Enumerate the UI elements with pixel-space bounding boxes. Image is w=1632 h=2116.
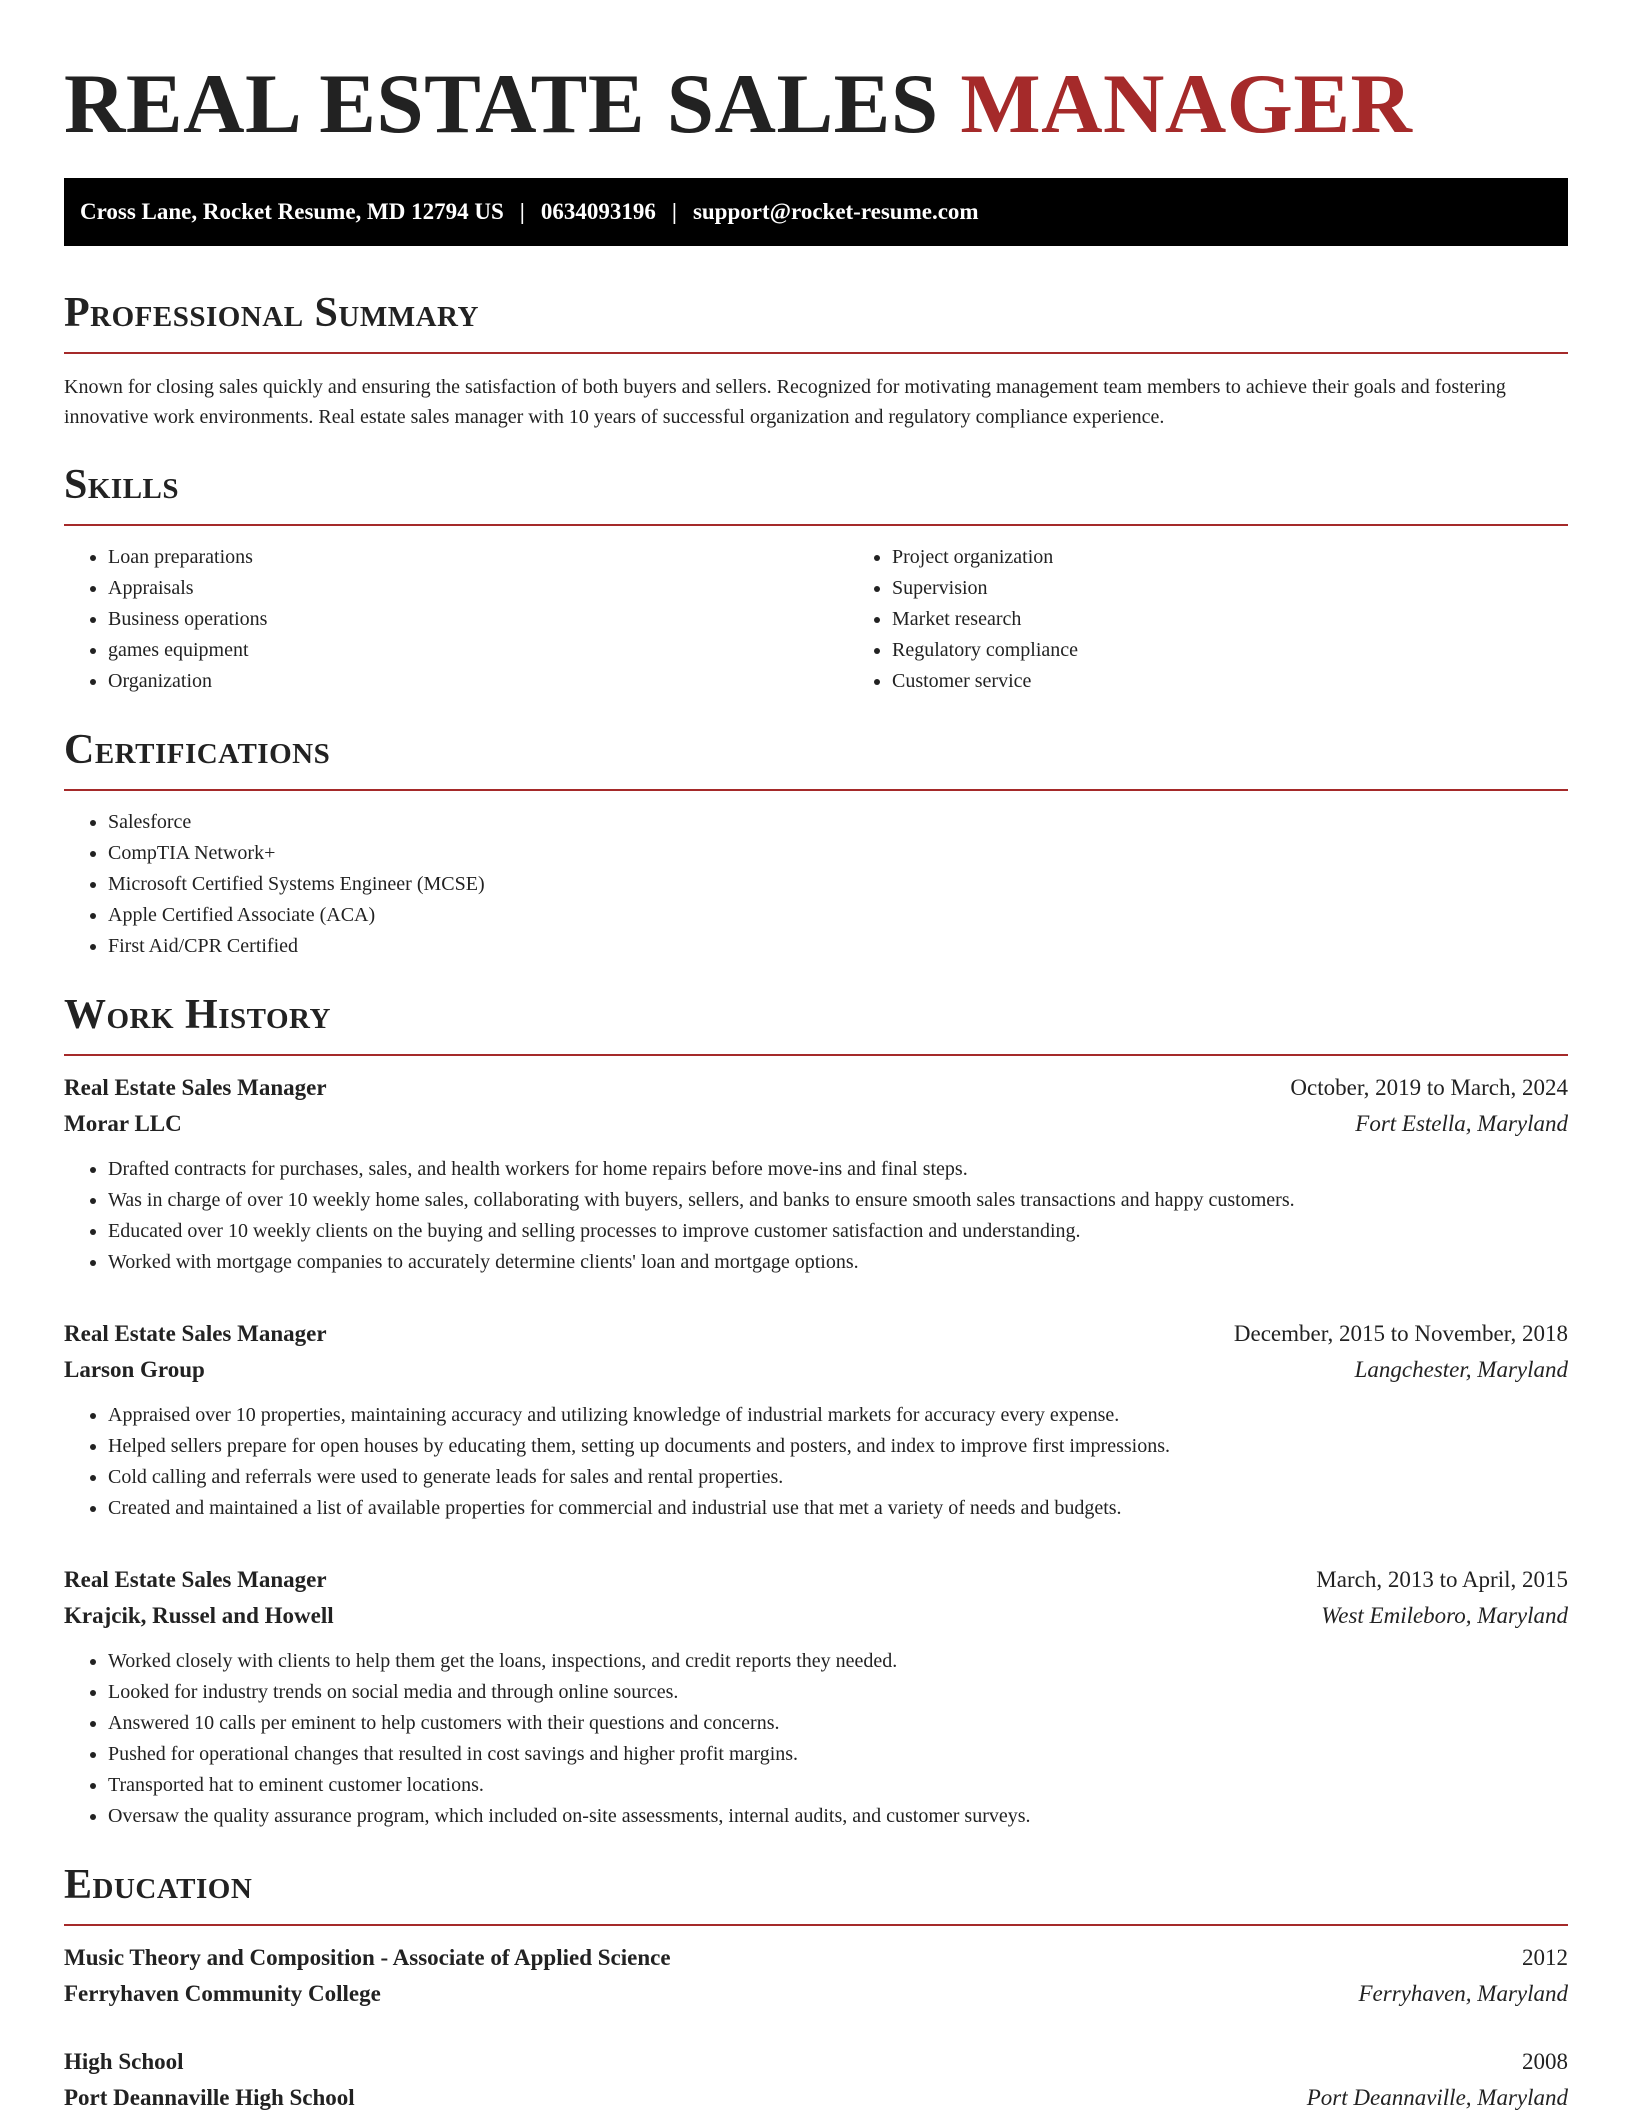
education-year: 2008 bbox=[1522, 2049, 1568, 2074]
work-history-heading: Work History bbox=[64, 990, 1568, 1056]
skill-item: • Appraisals bbox=[108, 573, 848, 604]
skills-list-left bbox=[64, 542, 848, 697]
skill-item: • Supervision bbox=[892, 573, 1632, 604]
education-header-row bbox=[64, 2044, 1568, 2080]
job-company: Krajcik, Russel and Howell bbox=[64, 1603, 334, 1628]
job-bullet: • Worked closely with clients to help them get the loans, inspections, and credit reports they needed. bbox=[108, 1646, 1568, 1677]
job-dates: October, 2019 to March, 2024 bbox=[1290, 1075, 1568, 1100]
job-header-row bbox=[64, 1562, 1568, 1598]
education-school-row bbox=[64, 1976, 1568, 2012]
job-bullet: • Oversaw the quality assurance program, which included on-site assessments, internal audits, and customer surveys. bbox=[108, 1801, 1568, 1832]
skills-section bbox=[64, 460, 1568, 697]
contact-bar bbox=[64, 178, 1568, 246]
job-bullet: • Created and maintained a list of available properties for commercial and industrial use that met a variety of needs and budgets. bbox=[108, 1493, 1568, 1524]
title-main: REAL ESTATE SALES bbox=[64, 57, 961, 151]
education-entry bbox=[64, 1940, 1568, 2012]
education-year: 2012 bbox=[1522, 1945, 1568, 1970]
job-bullet: • Pushed for operational changes that resulted in cost savings and higher profit margins. bbox=[108, 1739, 1568, 1770]
job-company: Larson Group bbox=[64, 1357, 205, 1382]
summary-section bbox=[64, 288, 1568, 432]
job-dates: March, 2013 to April, 2015 bbox=[1316, 1567, 1568, 1592]
job-bullet: • Helped sellers prepare for open houses by educating them, setting up documents and posters, and index to improve first impressions. bbox=[108, 1431, 1568, 1462]
education-entry bbox=[64, 2044, 1568, 2116]
education-degree: High School bbox=[64, 2049, 184, 2074]
education-school: Port Deannaville High School bbox=[64, 2085, 355, 2110]
job-bullet: • Transported hat to eminent customer locations. bbox=[108, 1770, 1568, 1801]
certification-item: • Salesforce bbox=[108, 807, 1568, 838]
skill-item: • Customer service bbox=[892, 666, 1632, 697]
skills-list-right bbox=[848, 542, 1632, 697]
job-location: Fort Estella, Maryland bbox=[1355, 1111, 1568, 1136]
skills-heading: Skills bbox=[64, 460, 1568, 526]
job-bullet: • Looked for industry trends on social media and through online sources. bbox=[108, 1677, 1568, 1708]
job-bullet: • Appraised over 10 properties, maintaining accuracy and utilizing knowledge of industrial markets for accuracy every expense. bbox=[108, 1400, 1568, 1431]
education-location: Ferryhaven, Maryland bbox=[1358, 1981, 1568, 2006]
job-bullet: • Educated over 10 weekly clients on the buying and selling processes to improve customer satisfaction and understanding. bbox=[108, 1216, 1568, 1247]
education-school: Ferryhaven Community College bbox=[64, 1981, 381, 2006]
job-company-row bbox=[64, 1598, 1568, 1634]
job-bullet: • Cold calling and referrals were used to generate leads for sales and rental properties. bbox=[108, 1462, 1568, 1493]
work-history-section bbox=[64, 990, 1568, 1832]
job-location: West Emileboro, Maryland bbox=[1321, 1603, 1568, 1628]
summary-heading: Professional Summary bbox=[64, 288, 1568, 354]
job-bullets bbox=[64, 1400, 1568, 1524]
certification-item: • CompTIA Network+ bbox=[108, 838, 1568, 869]
job-company: Morar LLC bbox=[64, 1111, 182, 1136]
job-title: Real Estate Sales Manager bbox=[64, 1567, 327, 1592]
job-title: Real Estate Sales Manager bbox=[64, 1075, 327, 1100]
job-entry bbox=[64, 1316, 1568, 1524]
job-entry bbox=[64, 1562, 1568, 1832]
job-dates: December, 2015 to November, 2018 bbox=[1233, 1321, 1568, 1346]
job-company-row bbox=[64, 1352, 1568, 1388]
certifications-section bbox=[64, 725, 1568, 962]
education-degree: Music Theory and Composition - Associate of Applied Science bbox=[64, 1945, 671, 1970]
certification-item: • First Aid/CPR Certified bbox=[108, 931, 1568, 962]
job-bullet: • Was in charge of over 10 weekly home sales, collaborating with buyers, sellers, and banks to ensure smooth sales transactions and happy customers. bbox=[108, 1185, 1568, 1216]
skills-grid bbox=[64, 526, 1568, 697]
job-title: Real Estate Sales Manager bbox=[64, 1321, 327, 1346]
skill-item: • Loan preparations bbox=[108, 542, 848, 573]
education-location: Port Deannaville, Maryland bbox=[1306, 2085, 1568, 2110]
summary-text: Known for closing sales quickly and ensuring the satisfaction of both buyers and sellers. Recognized for motivating management team members to achieve their goals and fostering innovative work environments. Real estate sales manager with 10 years of successful organization and regulatory compliance experience. bbox=[64, 376, 1506, 428]
skill-item: • Project organization bbox=[892, 542, 1632, 573]
title-accent: MANAGER bbox=[960, 57, 1413, 151]
contact-separator: | bbox=[519, 199, 525, 224]
job-bullet: • Answered 10 calls per eminent to help customers with their questions and concerns. bbox=[108, 1708, 1568, 1739]
job-header-row bbox=[64, 1070, 1568, 1106]
job-location: Langchester, Maryland bbox=[1354, 1357, 1568, 1382]
education-section bbox=[64, 1860, 1568, 2116]
resume-title bbox=[64, 0, 1568, 152]
job-company-row bbox=[64, 1106, 1568, 1142]
skill-item: • games equipment bbox=[108, 635, 848, 666]
job-bullets bbox=[64, 1646, 1568, 1832]
contact-email: support@rocket-resume.com bbox=[692, 199, 979, 224]
job-entry bbox=[64, 1070, 1568, 1278]
certifications-heading: Certifications bbox=[64, 725, 1568, 791]
certification-item: • Microsoft Certified Systems Engineer (MCSE) bbox=[108, 869, 1568, 900]
education-heading: Education bbox=[64, 1860, 1568, 1926]
certification-item: • Apple Certified Associate (ACA) bbox=[108, 900, 1568, 931]
skill-item: • Regulatory compliance bbox=[892, 635, 1632, 666]
contact-address: Cross Lane, Rocket Resume, MD 12794 US bbox=[80, 199, 504, 224]
job-header-row bbox=[64, 1316, 1568, 1352]
skill-item: • Organization bbox=[108, 666, 848, 697]
education-school-row bbox=[64, 2080, 1568, 2116]
job-bullets bbox=[64, 1154, 1568, 1278]
education-header-row bbox=[64, 1940, 1568, 1976]
certifications-list bbox=[64, 807, 1568, 962]
skill-item: • Market research bbox=[892, 604, 1632, 635]
job-bullet: • Worked with mortgage companies to accurately determine clients' loan and mortgage options. bbox=[108, 1247, 1568, 1278]
job-bullet: • Drafted contracts for purchases, sales, and health workers for home repairs before move-ins and final steps. bbox=[108, 1154, 1568, 1185]
contact-phone: 0634093196 bbox=[540, 199, 656, 224]
skill-item: • Business operations bbox=[108, 604, 848, 635]
contact-separator: | bbox=[671, 199, 677, 224]
